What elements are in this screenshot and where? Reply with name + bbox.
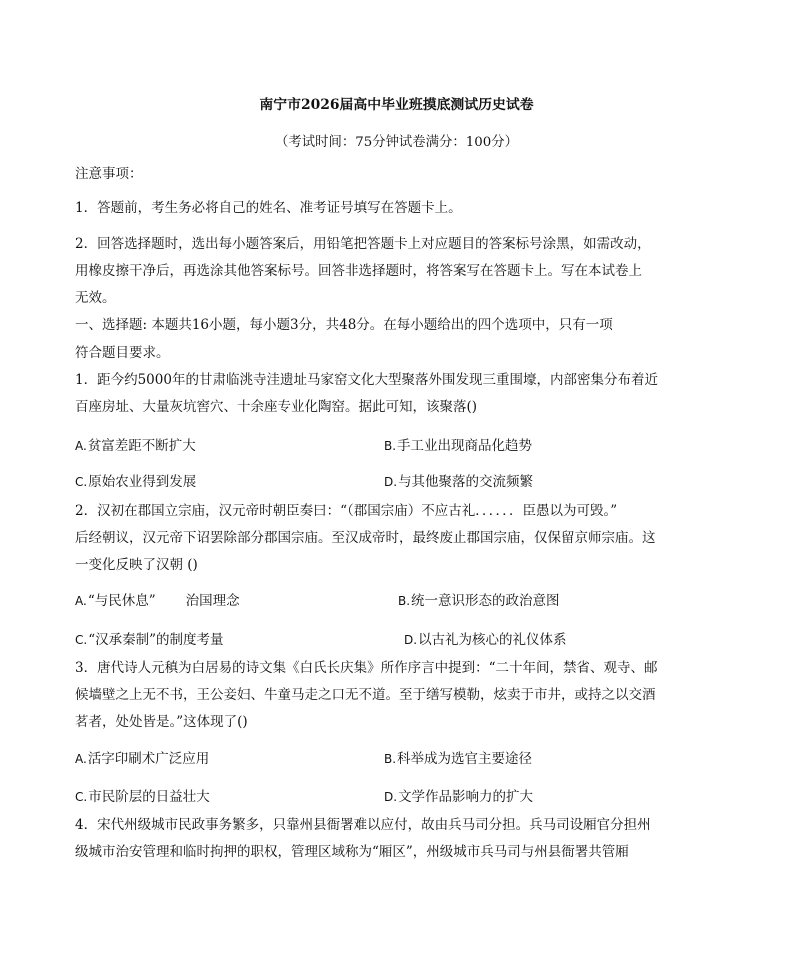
q3-stem-line-1: 3．唐代诗人元稹为白居易的诗文集《白氏长庆集》所作序言中提到：“二十年间，禁省、观寺、邮 — [75, 660, 658, 676]
option-text: 以古礼为核心的礼仪体系 — [418, 632, 567, 648]
section-heading-cont: 符合题目要求。 — [75, 345, 170, 361]
option-text: 统一意识形态的政治意图 — [411, 593, 560, 609]
option-text: 贫富差距不断扩大 — [87, 438, 196, 454]
option-text: 文学作品影响力的扩大 — [398, 789, 534, 805]
option-label: C. — [75, 475, 88, 489]
option-label: C. — [75, 790, 88, 804]
q1-stem-line-2: 百座房址、大量灰坑窖穴、十余座专业化陶窑。据此可知，该聚落() — [75, 399, 478, 415]
notice-heading: 注意事项： — [75, 166, 143, 182]
q2-option-d — [404, 631, 567, 649]
q2-option-b — [398, 592, 560, 610]
option-text-part-2: 治国理念 — [185, 593, 240, 609]
notice-2-line-3: 无效。 — [75, 290, 116, 306]
q1-option-d — [384, 473, 533, 491]
option-label: B. — [384, 752, 397, 766]
q1-option-a — [75, 437, 196, 455]
option-text: 原始农业得到发展 — [88, 474, 197, 490]
q1-option-c — [75, 473, 196, 491]
q2-stem-line-2: 后经朝议，汉元帝下诏罢除部分郡国宗庙。至汉成帝时，最终废止郡国宗庙，仅保留京师宗庙。这 — [75, 530, 656, 546]
notice-2-line-1: 2．回答选择题时，选出每小题答案后，用铅笔把答题卡上对应题目的答案标号涂黑，如需改动， — [75, 236, 651, 252]
exam-info: （考试时间：75分钟试卷满分：100分） — [275, 135, 518, 150]
option-label: D. — [384, 790, 398, 804]
q2-stem-line-1: 2．汉初在郡国立宗庙，汉元帝时朝臣奏曰：“（郡国宗庙）不应古礼．．．．．．臣愚以为可毁。” — [75, 503, 618, 519]
option-label: D. — [404, 633, 418, 647]
option-text: 活字印刷术广泛应用 — [87, 751, 210, 767]
option-label: C. — [75, 633, 88, 647]
option-label: A. — [75, 439, 87, 453]
q3-option-c — [75, 788, 210, 806]
option-label: B. — [384, 439, 397, 453]
option-text-part-1: “与民休息” — [87, 593, 156, 609]
q3-option-b — [384, 750, 532, 768]
option-label: D. — [384, 475, 398, 489]
q2-option-c — [75, 631, 224, 649]
section-heading: 一、选择题: 本题共16小题，每小题3分，共48分。在每小题给出的四个选项中，只有一项 — [75, 317, 613, 333]
q1-stem-line-1: 1．距今约5000年的甘肃临洮寺洼遗址马家窑文化大型聚落外围发现三重围壕，内部密集分布着近 — [75, 372, 658, 388]
notice-2-line-2: 用橡皮擦干净后，再选涂其他答案标号。回答非选择题时，将答案写在答题卡上。写在本试卷上 — [75, 263, 642, 279]
q4-stem-line-2: 级城市治安管理和临时拘押的职权，管理区域称为“厢区”，州级城市兵马司与州县衙署共管厢 — [75, 844, 629, 860]
q3-option-d — [384, 788, 533, 806]
q4-stem-line-1: 4．宋代州级城市民政事务繁多，只靠州县衙署难以应付，故由兵马司分担。兵马司设厢官分担州 — [75, 817, 651, 833]
option-text: “汉承秦制”的制度考量 — [88, 632, 224, 648]
q2-stem-line-3: 一变化反映了汉朝 () — [75, 557, 198, 573]
option-label: A. — [75, 752, 87, 766]
option-text: 科举成为选官主要途径 — [397, 751, 533, 767]
q2-option-a — [75, 592, 240, 610]
option-text: 手工业出现商品化趋势 — [397, 438, 533, 454]
option-label: A. — [75, 594, 87, 608]
page-title: 南宁市2026届高中毕业班摸底测试历史试卷 — [259, 97, 534, 113]
option-label: B. — [398, 594, 411, 608]
q3-stem-line-3: 茗者，处处皆是。”这体现了() — [75, 714, 248, 730]
q1-option-b — [384, 437, 532, 455]
option-text: 市民阶层的日益壮大 — [88, 789, 210, 805]
q3-option-a — [75, 750, 209, 768]
q3-stem-line-2: 候墙壁之上无不书，王公妾妇、牛童马走之口无不道。至于缮写模勒，炫卖于市井，或持之以交酒 — [75, 687, 656, 703]
notice-1: 1．答题前，考生务必将自己的姓名、准考证号填写在答题卡上。 — [75, 200, 462, 216]
option-text: 与其他聚落的交流频繁 — [398, 474, 534, 490]
